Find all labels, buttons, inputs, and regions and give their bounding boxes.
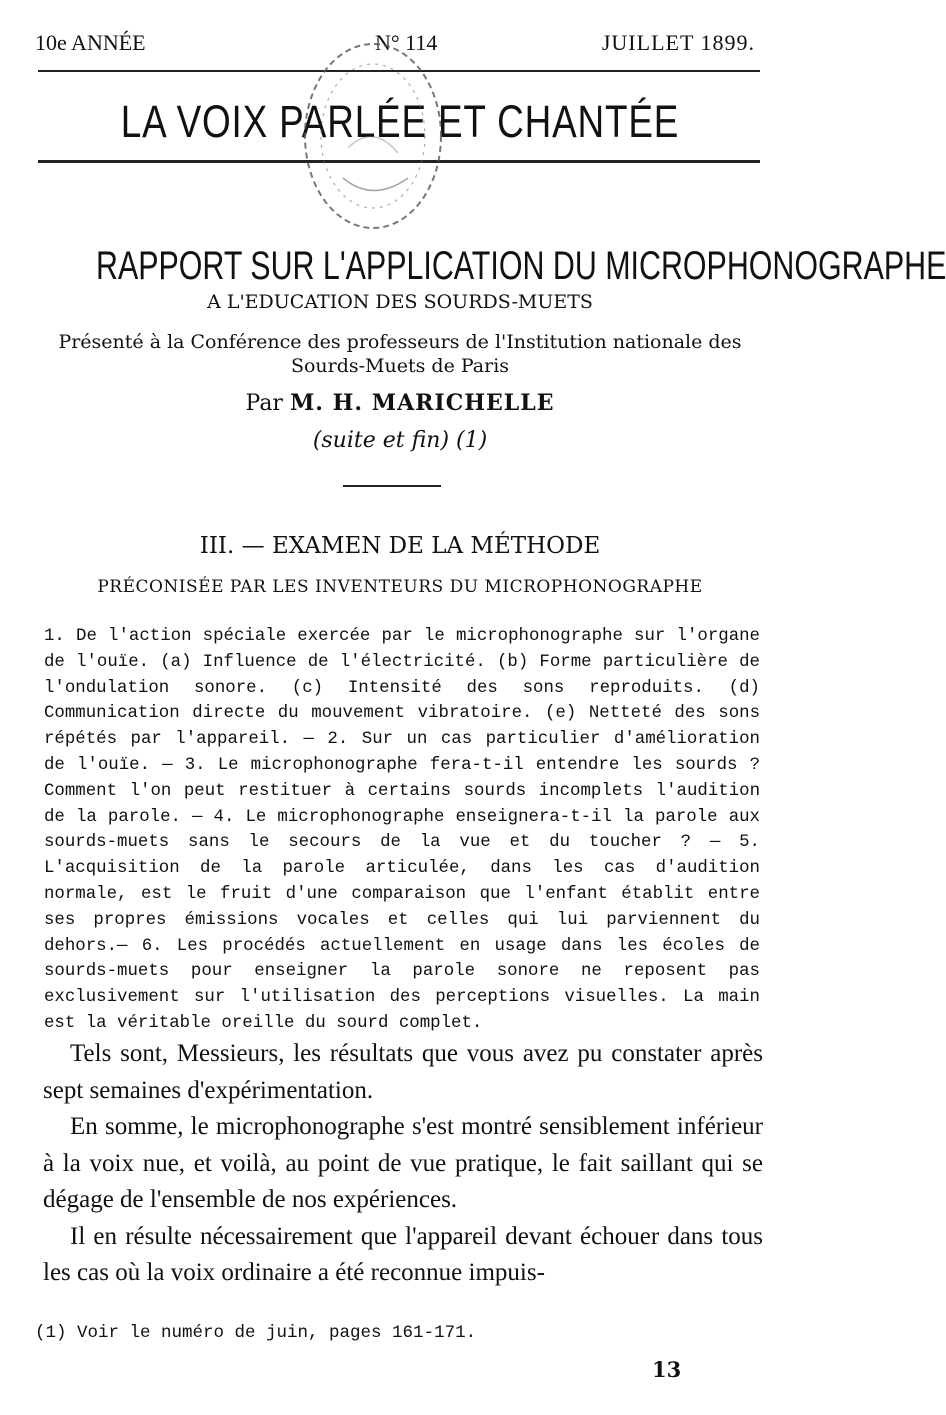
issue-number: N° 114 <box>375 30 438 55</box>
separator-rule <box>343 485 441 487</box>
article-title: RAPPORT SUR L'APPLICATION DU MICROPHONOGRAPHE <box>96 244 946 288</box>
footnote: (1) Voir le numéro de juin, pages 161-171. <box>35 1323 477 1343</box>
section-summary: 1. De l'action spéciale exercée par le microphonographe sur l'organe de l'ouïe. (a) Influence de l'électricité. (b) Forme particulière de l'ondulation sonore. (c) Intensité des sons reproduits. (d) Communication directe du mouvement vibratoire. (e) Netteté des sons répétés par l'appareil. — 2. Sur un cas particulier d'amélioration de l'ouïe. — 3. Le microphonographe fera-t-il entendre les sourds ? Comment l'on peut restituer à certains sourds incomplets l'audition de la parole. — 4. Le microphonographe enseignera-t-il la parole aux sourds-muets sans le secours de la vue et du toucher ? — 5. L'acquisition de la parole articulée, dans les cas d'audition normale, est le fruit d'une comparaison que l'enfant établit entre ses propres émissions vocales et celles qui lui parviennent du dehors.— 6. Les procédés actuellement en usage dans les écoles de sourds-muets pour enseigner la parole sonore ne reposent pas exclusivement sur l'utilisation des perceptions visuelles. La main est la véritable oreille du sourd complet. <box>44 627 760 1033</box>
body-paragraph: En somme, le microphonographe s'est montré sensiblement inférieur à la voix nue, et voilà, au point de vue pratique, le fait saillant qui se dégage de l'ensemble de nos expériences. <box>43 1113 763 1213</box>
library-stamp-icon <box>288 28 458 243</box>
year-label: 10e ANNÉE <box>35 30 146 55</box>
body-text <box>43 1036 763 1292</box>
continuation-note <box>0 428 800 453</box>
author-prefix: Par <box>245 391 283 416</box>
body-paragraph: Il en résulte nécessairement que l'appareil devant échouer dans tous les cas où la voix ordinaire a été reconnue impuis- <box>43 1222 763 1286</box>
body-paragraph: Tels sont, Messieurs, les résultats que vous avez pu constater après sept semaines d'expérimentation. <box>43 1040 763 1104</box>
continuation-text: (suite et fin) (1) <box>312 428 488 453</box>
author-line <box>0 390 800 416</box>
section-subheading: PRÉCONISÉE PAR LES INVENTEURS DU MICROPHONOGRAPHE <box>97 577 703 597</box>
article-subtitle: A L'EDUCATION DES SOURDS-MUETS <box>207 291 593 313</box>
page-number: 13 <box>652 1357 682 1382</box>
section-heading: III. — EXAMEN DE LA MÉTHODE <box>199 533 601 559</box>
journal-title: LA VOIX PARLÉE ET CHANTÉE <box>120 96 680 147</box>
author-name: M. H. MARICHELLE <box>289 390 555 416</box>
issue-date: JUILLET 1899. <box>601 30 755 55</box>
presentation-note: Présenté à la Conférence des professeurs de l'Institution nationale des Sourds-Muets de Paris <box>58 331 742 377</box>
